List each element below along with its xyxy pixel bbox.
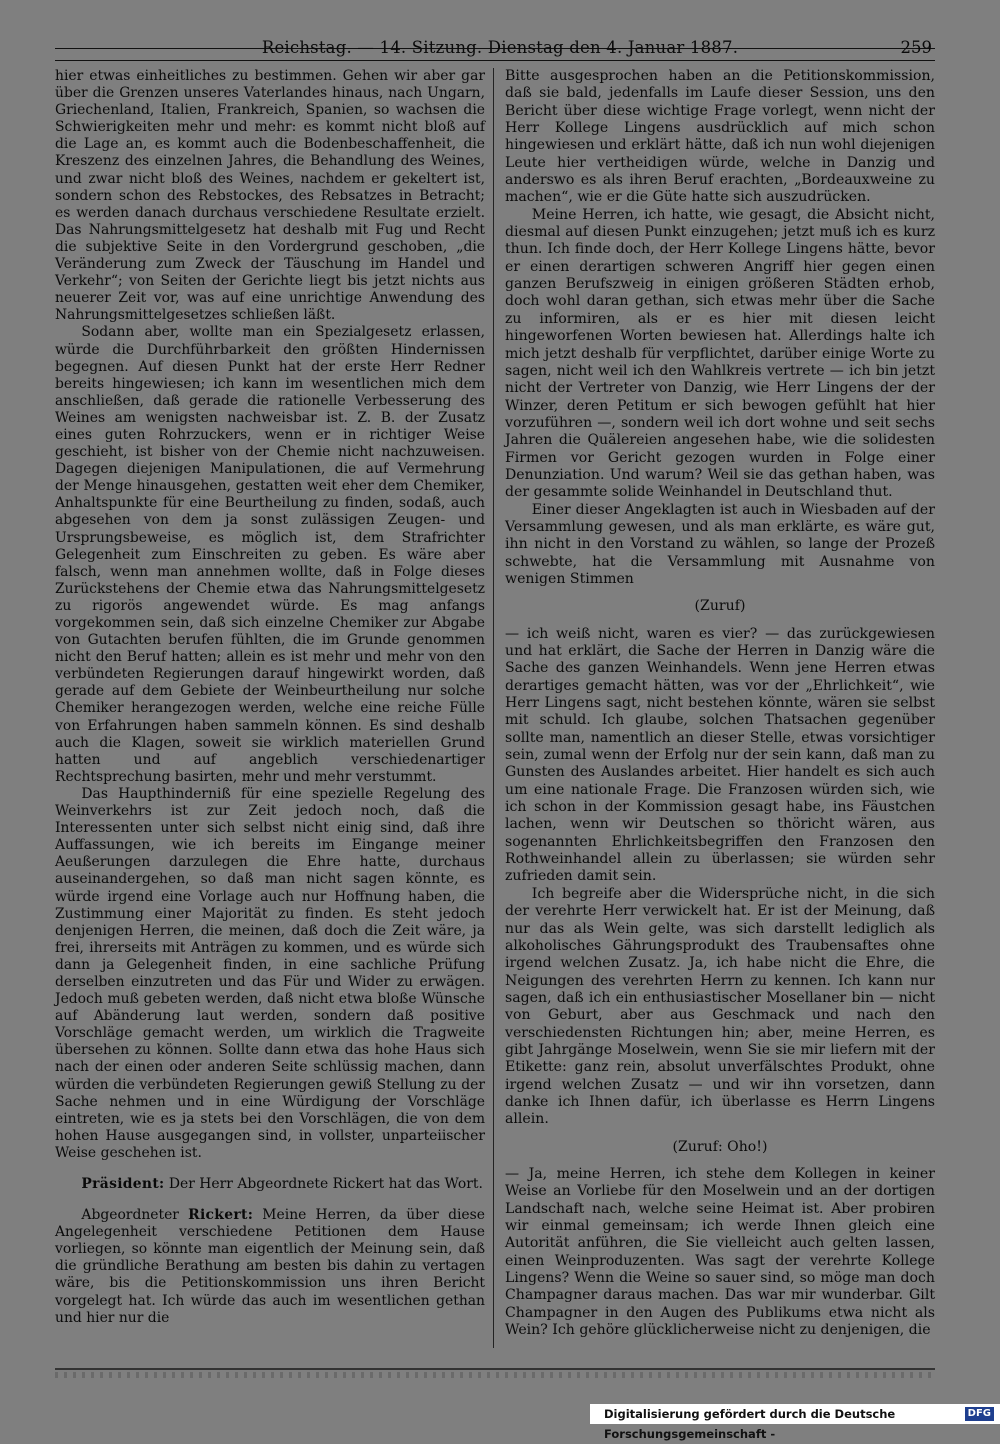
paragraph-text: Der Herr Abgeordnete Rickert hat das Wort. xyxy=(164,1176,483,1192)
left-column xyxy=(55,68,485,1327)
page-number: 259 xyxy=(900,38,932,57)
paragraph-text: Sodann aber, wollte man ein Spezialgesetz erlassen, würde die Durchführbarkeit den größten Hindernissen begegnen. Auf diesen Punkt hat der erste Herr Redner bereits hingewiesen; ich kann im wesentlichen mich dem anschließen, daß gerade die rationelle Verbesserung des Weines am wenigsten nachweisbar ist. Z. B. der Zusatz eines guten Rohrzuckers, wenn er in richtiger Weise geschieht, ist bisher von der Chemie nicht nachzuweisen. Dagegen diejenigen Manipulationen, die auf Vermehrung der Menge hinausgehen, gestatten weit eher dem Chemiker, Anhaltspunkte für eine Beurtheilung zu finden, sodaß, auch abgesehen von dem ja sonst zulässigen Zeugen- und Ursprungsbeweise, es möglich ist, dem Strafrichter Gelegenheit zum Einschreiten zu geben. Es wäre aber falsch, wenn man annehmen wollte, daß in Folge dieses Zurückstehens der Chemie etwa das Nahrungsmittelgesetz zu rigorös angewendet würde. Es mag anfangs vorgekommen sein, daß sich einzelne Chemiker zur Abgabe von Gutachten berufen fühlten, die im Grunde genommen nicht den Beruf hatten; allein es ist mehr und mehr von den verbündeten Regierungen darauf hingewirkt worden, daß gerade auf dem Gebiete der Weinbeurtheilung nur solche Chemiker herangezogen werden, welche eine reiche Fülle von Erfahrungen haben sammeln können. Es sind deshalb auch die Klagen, soweit sie wirklich materiellen Grund hatten und auf angeblich verschiedenartiger Rechtsprechung basirten, mehr und mehr verstummt. xyxy=(55,324,485,785)
paragraph xyxy=(505,502,935,589)
paragraph xyxy=(505,68,935,207)
paragraph-text: Bitte ausgesprochen haben an die Petitionskommission, daß sie bald, jedenfalls im Laufe dieser Session, uns den Bericht über diese wichtige Frage vorlegt, wenn nicht der Herr Kollege Lingens ausdrücklich auf mich schon hingewiesen und erklärt hätte, daß ich nun wohl diejenigen Leute hier vertheidigen würde, welche in Danzig und anderswo es als ihren Beruf erachten, „Bordeauxweine zu machen“, wie er die Güte hatte sich auszudrücken. xyxy=(505,68,935,206)
paragraph-text: (Zuruf) xyxy=(694,598,746,615)
right-column xyxy=(505,68,935,1339)
paragraph-text: — ich weiß nicht, waren es vier? — das zurückgewiesen und hat erklärt, die Sache der Herren in Danzig wäre die Sache des ganzen Weinhandels. Wenn jene Herren etwas derartiges gemacht hätten, was vor der „Ehrlichkeit“, wie Herr Lingens sagt, nicht bestehen könnte, wären sie selbst mit schuld. Ich glaube, solchen Thatsachen gegenüber sollte man, namentlich an dieser Stelle, etwas vorsichtiger sein, zumal wenn der Erfolg nur der sein kann, daß man zu Gunsten des Auslandes arbeitet. Hier handelt es sich auch um eine nationale Frage. Die Franzosen würden sich, wie ich schon in der Kommission gesagt habe, ins Fäustchen lachen, wenn wir Deutschen so thöricht wären, aus sogenannten Ehrlichkeitsbegriffen den Franzosen den Rothweinhandel allein zu überlassen; sie würden sehr zufrieden damit sein. xyxy=(505,625,935,885)
paragraph-text: hier etwas einheitliches zu bestimmen. Gehen wir aber gar über die Grenzen unseres Vaterlandes hinaus, nach Ungarn, Griechenland, Italien, Frankreich, Spanien, so wachsen die Schwierigkeiten mehr und mehr: es kommt nicht bloß auf die Lage an, es kommt auch die Bodenbeschaffenheit, die Kreszenz des einzelnen Jahres, die Behandlung des Weines, und zwar nicht bloß des Weines, nachdem er gekeltert ist, sondern schon des Rebstockes, des Rebsatzes in Betracht; es werden danach durchaus verschiedene Resultate erzielt. Das Nahrungsmittelgesetz hat deshalb mit Fug und Recht die subjektive Seite in den Vordergrund geschoben, „die Veränderung zum Zweck der Täuschung im Handel und Verkehr“; von Seiten der Gerichte liegt bis jetzt nichts aus neuerer Zeit vor, was auf eine unrichtige Anwendung des Nahrungsmittelgesetzes schließen läßt. xyxy=(55,68,485,324)
paragraph xyxy=(505,626,935,886)
paragraph xyxy=(55,1207,485,1327)
digitization-credit-text: Digitalisierung gefördert durch die Deutsche Forschungsgemeinschaft - xyxy=(604,1407,896,1441)
paragraph xyxy=(55,324,485,786)
paragraph xyxy=(505,207,935,502)
paragraph xyxy=(55,68,485,324)
digitization-credit xyxy=(590,1404,1000,1441)
footer-rule xyxy=(55,1368,935,1370)
paragraph-text: Ich begreife aber die Widersprüche nicht, in die sich der verehrte Herr verwickelt hat. Er ist der Meinung, daß nur das als Wein gelte, was sich darstellt lediglich als alkoholisches Gährungsprodukt des Traubensaftes ohne irgend welchen Zusatz. Ja, ich habe nicht die Ehre, die Neigungen des verehrten Herrn zu kennen. Ich kann nur sagen, daß ich ein enthusiastischer Mosellaner bin — nicht von Geburt, aber aus Geschmack und nach den verschiedensten Richtungen hin; aber, meine Herren, es gibt Jahrgänge Moselwein, wenn Sie sie mir liefern mit der Etikette: ganz rein, absolut unverfälschtes Produkt, ohne irgend welchen Zusatz — und wir ihn vorsetzen, dann danke ich Ihnen dafür, ich überlasse es Herrn Lingens allein. xyxy=(505,885,935,1128)
dfg-logo: DFG xyxy=(965,1407,994,1421)
paragraph-text: Meine Herren, ich hatte, wie gesagt, die Absicht nicht, diesmal auf diesen Punkt einzugehen; jetzt muß ich es kurz thun. Ich finde doch, der Herr Kollege Lingens hätte, bevor er einen derartigen schweren Angriff hier gegen einen ganzen Berufszweig in einigen größeren Städten erhob, doch wohl daran gethan, sich etwas mehr über die Sache zu informiren, als er es hier mit diesen leicht hingeworfenen Worten bewiesen hat. Allerdings halte ich mich jetzt deshalb für verpflichtet, darüber einige Worte zu sagen, nicht weil ich den Wahlkreis vertrete — ich bin jetzt nicht der Vertreter von Danzig, wie Herr Lingens der der Winzer, deren Petitum er sich bewogen gefühlt hat hier vorzuführen —, sondern weil ich dort wohne und seit sechs Jahren die Quälereien angesehen habe, wie die solidesten Firmen vor Gericht gezogen wurden in Folge einer Denunziation. Und warum? Weil sie das gethan haben, was der gesammte solide Weinhandel in Deutschland thut. xyxy=(505,206,935,501)
paragraph xyxy=(55,1176,485,1193)
paragraph xyxy=(505,1166,935,1339)
paragraph-text: Das Haupthinderniß für eine spezielle Regelung des Weinverkehrs ist zur Zeit jedoch noch, daß die Interessenten unter sich selbst nicht einig sind, daß ihre Auffassungen, wie ich bereits im Eingange meiner Aeußerungen darzulegen die Ehre hatte, durchaus auseinandergehen, so daß man nicht sagen könnte, es würde irgend eine Vorlage auch nur Hoffnung haben, die Zustimmung einer Majorität zu finden. Es steht jedoch denjenigen Herren, die meinen, daß doch die Zeit wäre, ja frei, ihrerseits mit Anträgen zu kommen, und es würde sich dann ja Gelegenheit finden, in eine sachliche Prüfung derselben einzutreten und das Für und Wider zu erwägen. Jedoch muß gebeten werden, daß nicht etwa bloße Wünsche auf Abänderung laut werden, sondern daß positive Vorschläge gemacht werden, um wirklich die Tragweite übersehen zu können. Sollte dann etwa das hohe Haus sich nach der einen oder anderen Seite schlüssig machen, dann würden die verbündeten Regierungen gewiß Stellung zu der Sache nehmen und in eine Würdigung der Vorschläge eintreten, wie es ja stets bei den Vorschlägen, die von dem hohen Hause ausgegangen sind, in vollster, unparteiischer Weise geschehen ist. xyxy=(55,785,485,1161)
paragraph xyxy=(505,886,935,1129)
paragraph xyxy=(505,598,935,615)
page-header-title: Reichstag. — 14. Sitzung. Dienstag den 4. Januar 1887. xyxy=(261,38,739,57)
speaker-name: Rickert: xyxy=(188,1207,254,1224)
paragraph-text: Einer dieser Angeklagten ist auch in Wiesbaden auf der Versammlung gewesen, und als man erklärte, es wäre gut, ihn nicht in den Vorstand zu wählen, so lange der Prozeß schwebte, hat die Versammlung mit Ausnahme von wenigen Stimmen xyxy=(505,501,935,587)
speaker-prefix: Abgeordneter xyxy=(81,1207,189,1224)
footer-ornament xyxy=(55,1372,935,1378)
paragraph-text: Meine Herren, da über diese Angelegenheit verschiedene Petitionen dem Hause vorliegen, so könnte man eigentlich der Meinung sein, daß die gründliche Berathung am besten bis dahin zu vertagen wäre, bis die Petitionskommission uns ihren Bericht vorgelegt hat. Ich würde das auch im wesentlichen gethan und hier nur die xyxy=(55,1207,485,1326)
column-divider xyxy=(493,68,494,1348)
paragraph-text: (Zuruf: Oho!) xyxy=(672,1138,768,1155)
paragraph xyxy=(55,786,485,1162)
paragraph xyxy=(505,1139,935,1156)
header-rule-bottom xyxy=(55,60,935,61)
paragraph-text: — Ja, meine Herren, ich stehe dem Kollegen in keiner Weise an Vorliebe für den Moselwein und an der dortigen Landschaft nach, welche seine Heimat ist. Aber probiren wir einmal gemeinsam; ich werde Ihnen gleich eine Autorität anführen, die Sie vielleicht auch gelten lassen, einen Weinproduzenten. Was sagt der verehrte Kollege Lingens? Wenn die Weine so sauer sind, so möge man doch Champagner daraus machen. Das war mir wunderbar. Gilt Champagner in den Augen des Publikums etwa nicht als Wein? Ich gehöre glücklicherweise nicht zu denjenigen, die xyxy=(505,1165,935,1339)
speaker-name: Präsident: xyxy=(81,1176,165,1192)
